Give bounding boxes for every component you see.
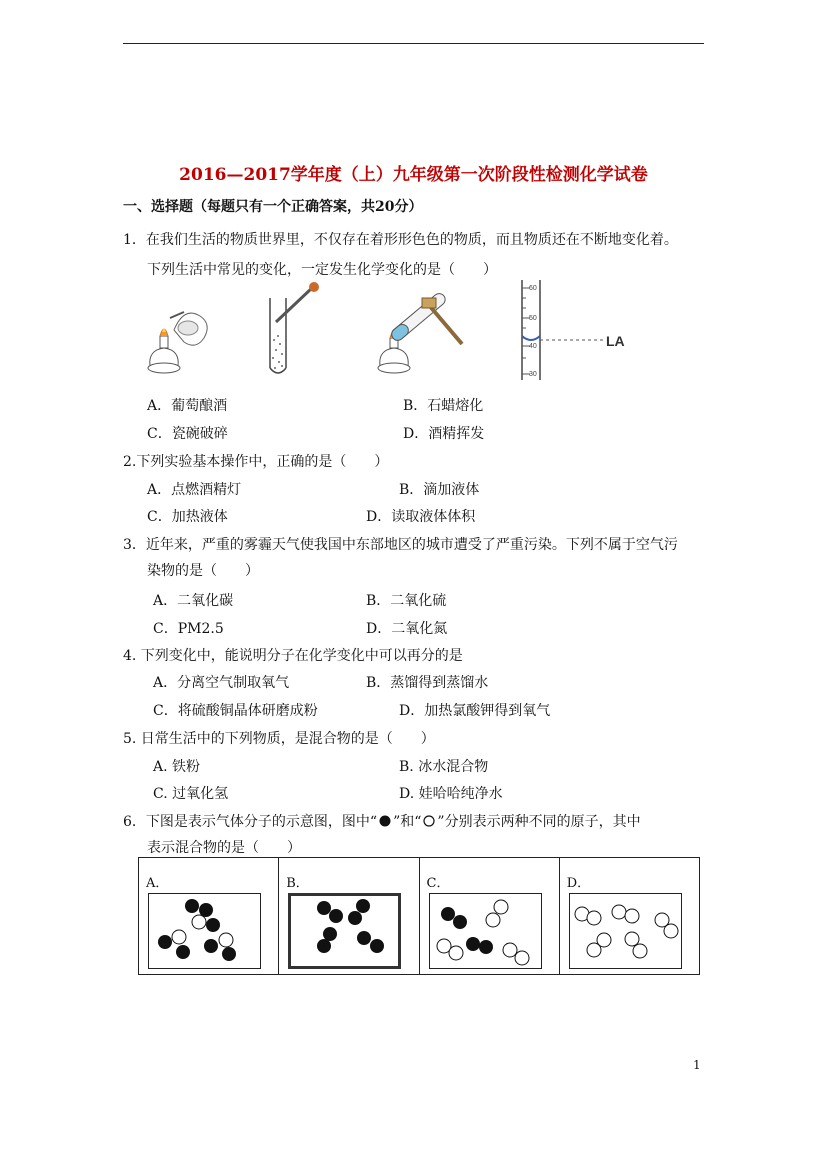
q5-option-a[interactable]: A. 铁粉 <box>153 759 201 775</box>
q5-option-b[interactable]: B. 冰水混合物 <box>399 759 489 775</box>
q4-option-d[interactable]: D．加热氯酸钾得到氧气 <box>399 703 551 719</box>
q2-option-a[interactable]: A．点燃酒精灯 <box>147 482 242 498</box>
q4-option-c[interactable]: C．将硫酸铜晶体研磨成粉 <box>153 703 318 719</box>
exam-title: 2016—2017学年度（上）九年级第一次阶段性检测化学试卷 <box>179 165 648 185</box>
cylinder-tick-40: 40 <box>529 343 537 350</box>
q3-option-c[interactable]: C．PM2.5 <box>153 621 224 637</box>
q3-option-b[interactable]: B．二氧化硫 <box>366 593 447 609</box>
molecule-diagram-a <box>148 893 261 969</box>
page-number: 1 <box>693 1058 701 1072</box>
q2-option-d[interactable]: D．读取液体体积 <box>366 509 476 525</box>
question-5-text: 5. 日常生活中的下列物质，是混合物的是（ ） <box>123 731 435 747</box>
q2-option-c[interactable]: C．加热液体 <box>147 509 228 525</box>
q3-option-a[interactable]: A．二氧化碳 <box>153 593 234 609</box>
question-6-text-part3: ”分别表示两种不同的原子，其中 <box>437 814 641 830</box>
question-6-text-part2: ”和“ <box>393 814 422 830</box>
q6-option-c[interactable] <box>420 858 560 974</box>
question-1-text: 1．在我们生活的物质世界里，不仅存在着形形色色的物质，而且物质还在不断地变化着。 <box>123 232 678 248</box>
question-2-text: 2.下列实验基本操作中，正确的是（ ） <box>123 454 389 470</box>
cylinder-tick-50: 50 <box>529 315 537 322</box>
q6-option-c-label: C． <box>426 876 450 891</box>
q6-option-d-label: D． <box>566 876 591 891</box>
q6-option-a-label: A． <box>146 876 169 891</box>
grape-wine-figure <box>138 292 218 382</box>
question-3-text: 3．近年来，严重的雾霾天气使我国中东部地区的城市遭受了严重污染。下列不属于空气污 <box>123 537 678 553</box>
q6-option-a[interactable] <box>139 858 279 974</box>
molecule-diagram-c <box>429 893 542 969</box>
q3-option-d[interactable]: D．二氧化氮 <box>366 621 448 637</box>
cylinder-tick-60: 60 <box>529 285 537 292</box>
read-volume-figure <box>510 278 630 382</box>
q4-option-b[interactable]: B．蒸馏得到蒸馏水 <box>366 675 489 691</box>
header-rule <box>123 43 704 44</box>
question-6-text-part1: 6．下图是表示气体分子的示意图，图中“ <box>123 814 378 830</box>
q4-option-a[interactable]: A．分离空气制取氧气 <box>153 675 290 691</box>
q5-option-c[interactable]: C. 过氧化氢 <box>153 786 229 802</box>
q1-option-a[interactable]: A．葡萄酿酒 <box>147 398 228 414</box>
black-atom-icon <box>377 814 393 828</box>
molecule-diagram-d <box>569 893 682 969</box>
heating-tube-figure <box>370 284 475 382</box>
q6-option-b[interactable] <box>279 858 419 974</box>
section-heading: 一、选择题（每题只有一个正确答案，共20分） <box>123 199 423 215</box>
question-3-text-cont: 染物的是（ ） <box>147 563 259 579</box>
molecule-options-table <box>138 857 700 975</box>
white-atom-icon <box>421 814 437 828</box>
question-1-text-cont: 下列生活中常见的变化，一定发生化学变化的是（ ） <box>147 262 497 278</box>
question-6-text <box>123 811 641 831</box>
q6-option-d[interactable] <box>560 858 699 974</box>
question-4-text: 4. 下列变化中，能说明分子在化学变化中可以再分的是 <box>123 648 463 664</box>
molecule-diagram-b <box>288 893 401 969</box>
eye-mark: LA <box>606 333 625 349</box>
wax-tube-figure <box>258 278 328 382</box>
q2-option-b[interactable]: B．滴加液体 <box>399 482 480 498</box>
q1-option-b[interactable]: B．石蜡熔化 <box>403 398 484 414</box>
question-6-text-cont: 表示混合物的是（ ） <box>147 840 301 856</box>
cylinder-tick-30: 30 <box>529 371 537 378</box>
q1-option-d[interactable]: D．酒精挥发 <box>403 426 485 442</box>
q1-option-c[interactable]: C．瓷碗破碎 <box>147 426 228 442</box>
q5-option-d[interactable]: D. 娃哈哈纯净水 <box>399 786 503 802</box>
q6-option-b-label: B． <box>286 876 309 891</box>
